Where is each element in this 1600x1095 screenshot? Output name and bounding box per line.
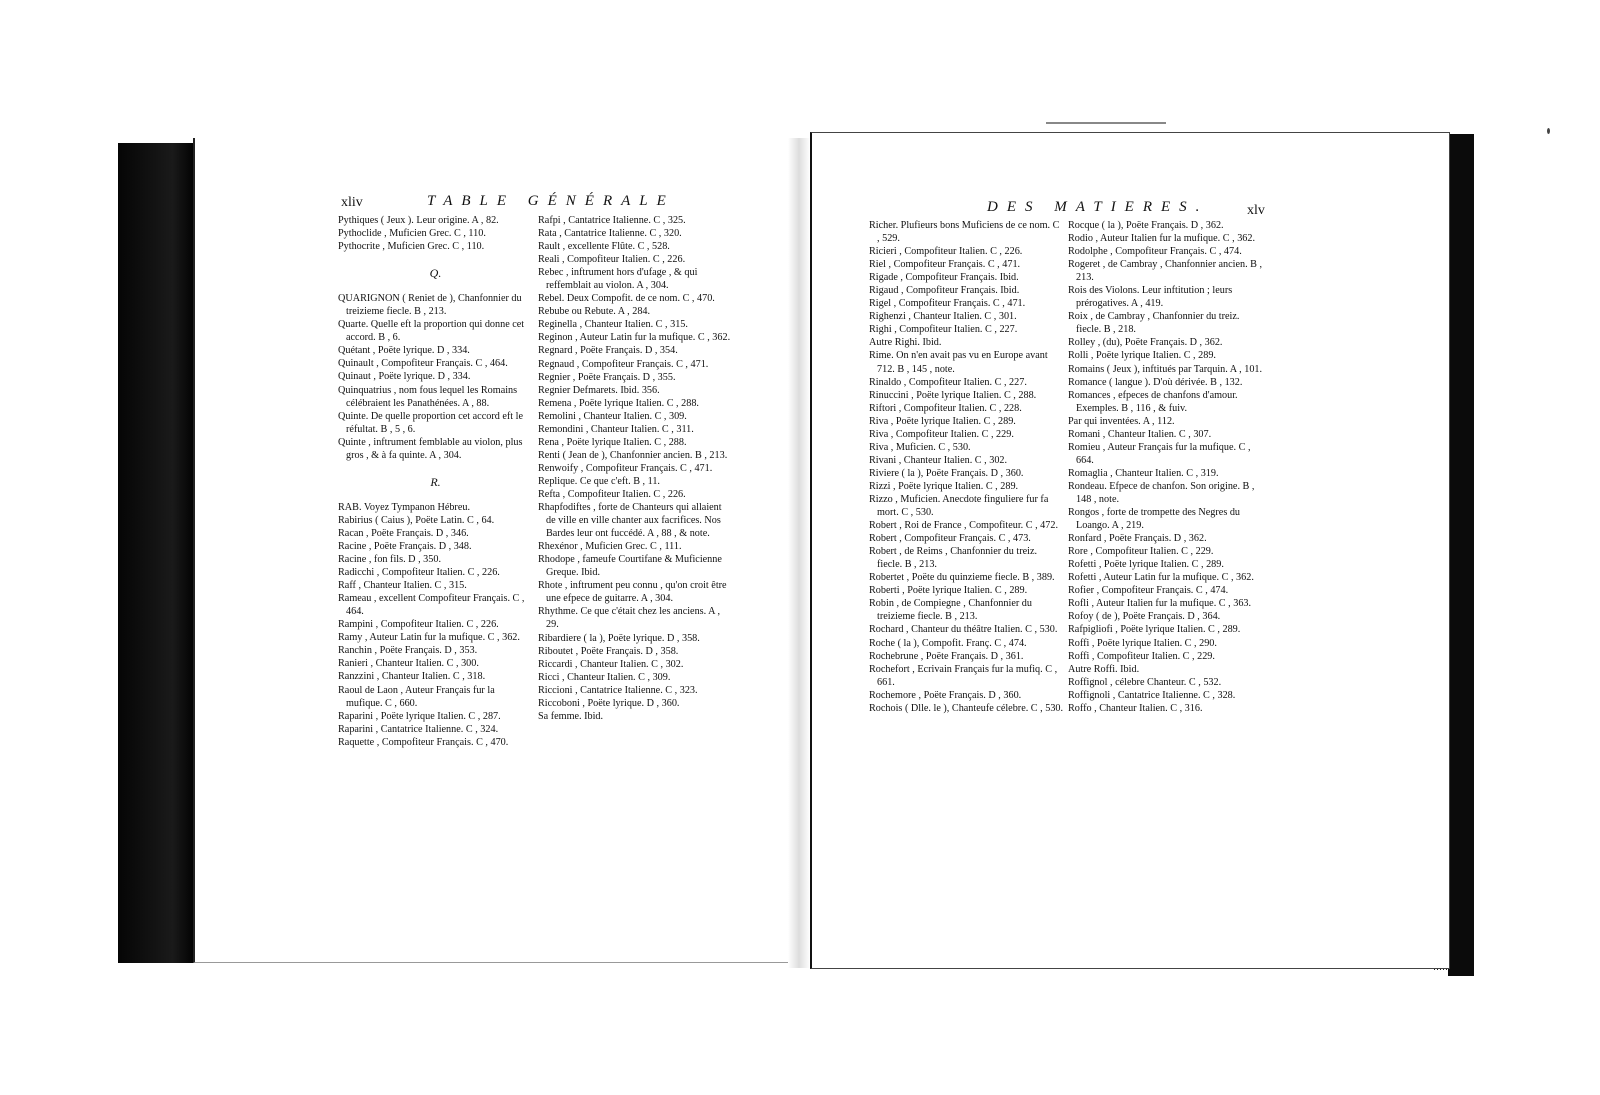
index-entry: Rizzo , Muficien. Anecdote finguliere fur fa mort. C , 530. <box>869 493 1049 519</box>
right-binding-edge <box>1448 134 1474 976</box>
index-entry: Autre Righi. Ibid. <box>869 337 942 349</box>
index-entry: Riva , Muficien. C , 530. <box>869 441 971 453</box>
index-entry: Romieu , Auteur Français fur la mufique. C , 664. <box>1068 441 1251 466</box>
index-entry: Rocque ( la ), Poëte Français. D , 362. <box>1068 220 1224 231</box>
index-entry: Ricci , Chanteur Italien. C , 309. <box>538 671 671 683</box>
index-entry: Rois des Violons. Leur inftitution ; leurs prérogatives. A , 419. <box>1068 285 1233 310</box>
index-entry: Autre Roffi. Ibid. <box>1068 663 1140 675</box>
index-entry: Rhexénor , Muficien Grec. C , 111. <box>538 541 682 553</box>
section-letter: R. <box>430 474 441 489</box>
index-entry: Roche ( la ), Compofit. Franç. C , 474. <box>869 637 1027 649</box>
index-entry: Rebel. Deux Compofit. de ce nom. C , 470. <box>538 293 715 305</box>
index-entry: Riel , Compofiteur Français. C , 471. <box>869 259 1021 271</box>
index-entry: Replique. Ce que c'eft. B , 11. <box>538 475 660 487</box>
index-entry: Roffignol , célebre Chanteur. C , 532. <box>1068 676 1222 688</box>
index-entry: Rodio , Auteur Italien fur la mufique. C , 362. <box>1068 233 1256 245</box>
index-entry: Pythiques ( Jeux ). Leur origine. A , 82. <box>338 215 499 226</box>
index-entry: Raparini , Cantatrice Italienne. C , 324. <box>338 723 499 735</box>
left-folio: xliv <box>341 195 363 210</box>
index-entry: Rivani , Chanteur Italien. C , 302. <box>869 454 1008 466</box>
index-entry: Richer. Plufieurs bons Muficiens de ce nom. C , 529. <box>869 220 1060 245</box>
index-entry: Pythocrite , Muficien Grec. C , 110. <box>338 241 485 253</box>
index-entry: Rafpigliofi , Poëte lyrique Italien. C , 289. <box>1068 624 1241 636</box>
index-entry: Riccardi , Chanteur Italien. C , 302. <box>538 658 684 670</box>
index-entry: Ronfard , Poëte Français. D , 362. <box>1068 533 1207 545</box>
index-entry: Rebube ou Rebute. A , 284. <box>538 306 651 318</box>
index-entry: Rinuccini , Poëte lyrique Italien. C , 288. <box>869 389 1037 401</box>
index-entry: Roix , de Cambray , Chanfonnier du treiz. fiecle. B , 218. <box>1068 311 1240 336</box>
index-entry: Rogeret , de Cambray , Chanfonnier ancien. B , 213. <box>1068 259 1263 284</box>
index-entry: Rore , Compofiteur Italien. C , 229. <box>1068 546 1214 558</box>
index-entry: Rolli , Poëte lyrique Italien. C , 289. <box>1068 350 1216 362</box>
left-binding-edge <box>118 143 196 963</box>
gutter-shadow <box>788 138 810 968</box>
index-entry: Regnaud , Compofiteur Français. C , 471. <box>538 358 709 370</box>
index-entry: Quinaut , Poëte lyrique. D , 334. <box>338 371 471 383</box>
index-entry: Ranieri , Chanteur Italien. C , 300. <box>338 658 479 670</box>
index-entry: Remena , Poëte lyrique Italien. C , 288. <box>538 397 699 409</box>
index-entry: Rochebrune , Poëte Français. D , 361. <box>869 650 1024 662</box>
index-entry: Rhote , inftrument peu connu , qu'on croit être une efpece de guitarre. A , 304. <box>538 580 727 605</box>
index-entry: Romance ( langue ). D'où dérivée. B , 132. <box>1068 376 1243 388</box>
index-entry: Romances , efpeces de chanfons d'amour. Exemples. B , 116 , & fuiv. <box>1068 389 1238 414</box>
index-entry: Remondini , Chanteur Italien. C , 311. <box>538 423 694 435</box>
index-entry: Riva , Compofiteur Italien. C , 229. <box>869 428 1014 440</box>
right-running-title: DES MATIERES. <box>987 199 1209 215</box>
index-entry: Romani , Chanteur Italien. C , 307. <box>1068 428 1212 440</box>
index-entry: Riccoboni , Poëte lyrique. D , 360. <box>538 697 680 709</box>
index-entry: Rabirius ( Caius ), Poëte Latin. C , 64. <box>338 514 495 526</box>
index-entry: Ricieri , Compofiteur Italien. C , 226. <box>869 246 1023 258</box>
index-entry: Raoul de Laon , Auteur Français fur la mufique. C , 660. <box>338 684 495 709</box>
index-entry: Rolley , (du), Poëte Français. D , 362. <box>1068 337 1223 349</box>
index-entry: Rochemore , Poëte Français. D , 360. <box>869 689 1022 701</box>
index-entry: Rigel , Compofiteur Français. C , 471. <box>869 298 1026 310</box>
index-entry: Raquette , Compofiteur Français. C , 470. <box>338 736 509 748</box>
index-entry: RAB. Voyez Tympanon Hébreu. <box>338 501 470 513</box>
right-page-column-1 <box>869 219 1064 715</box>
index-entry: Rhodope , fameufe Courtifane & Muficienne Greque. Ibid. <box>538 554 722 579</box>
index-entry: Regnier Defmarets. Ibid. 356. <box>538 384 660 396</box>
index-entry: Rofetti , Poëte lyrique Italien. C , 289. <box>1068 559 1224 571</box>
index-entry: Refta , Compofiteur Italien. C , 226. <box>538 488 686 500</box>
index-entry: Rizzi , Poëte lyrique Italien. C , 289. <box>869 480 1019 492</box>
right-page <box>810 132 1450 969</box>
index-entry: Racine , fon fils. D , 350. <box>338 554 441 566</box>
section-letter: Q. <box>429 266 442 281</box>
index-entry: Rochefort , Ecrivain Français fur la mufiq. C , 661. <box>869 663 1058 688</box>
index-entry: Rondeau. Efpece de chanfon. Son origine. B , 148 , note. <box>1068 480 1255 505</box>
index-entry: Rena , Poëte lyrique Italien. C , 288. <box>538 436 687 448</box>
index-entry: Rafpi , Cantatrice Italienne. C , 325. <box>538 215 686 226</box>
index-entry: Roffo , Chanteur Italien. C , 316. <box>1068 702 1203 714</box>
index-entry: Rochois ( Dlle. le ), Chanteufe célebre. C , 530. <box>869 702 1064 714</box>
index-entry: Riccioni , Cantatrice Italienne. C , 323. <box>538 684 698 696</box>
index-entry: Rhapfodiftes , forte de Chanteurs qui allaient de ville en ville chanter aux facrifices. Nos Bardes leur ont fuccédé. A , 88 , & note. <box>538 502 722 540</box>
index-entry: Racine , Poëte Français. D , 348. <box>338 540 472 552</box>
scan-speck <box>1046 122 1166 124</box>
index-entry: Reali , Compofiteur Italien. C , 226. <box>538 254 686 266</box>
index-entry: Riboutet , Poëte Français. D , 358. <box>538 645 679 657</box>
index-entry: Ranzzini , Chanteur Italien. C , 318. <box>338 671 486 683</box>
index-entry: Rofier , Compofiteur Français. C , 474. <box>1068 585 1229 597</box>
index-entry: Quétant , Poëte lyrique. D , 334. <box>338 345 470 357</box>
index-entry: Rampini , Compofiteur Italien. C , 226. <box>338 619 499 631</box>
index-entry: Regnier , Poëte Français. D , 355. <box>538 371 676 383</box>
index-entry: Rime. On n'en avait pas vu en Europe avant 712. B , 145 , note. <box>869 350 1048 375</box>
index-entry: Quinte , inftrument femblable au violon, plus gros , & à fa quinte. A , 304. <box>338 436 523 461</box>
index-entry: Rhythme. Ce que c'était chez les anciens. A , 29. <box>538 606 721 631</box>
index-entry: Pythoclide , Muficien Grec. C , 110. <box>338 228 486 240</box>
right-folio: xlv <box>1247 203 1265 218</box>
index-entry: Renti ( Jean de ), Chanfonnier ancien. B , 213. <box>538 449 728 461</box>
index-entry: Riva , Poëte lyrique Italien. C , 289. <box>869 415 1016 427</box>
index-entry: Quarte. Quelle eft la proportion qui donne cet accord. B , 6. <box>338 319 525 344</box>
right-page-column-2 <box>1068 219 1263 715</box>
left-page-column-1 <box>338 214 533 749</box>
index-entry: Rebec , inftrument hors d'ufage , & qui reffemblait au violon. A , 304. <box>538 267 698 292</box>
index-entry: Quinquatrius , nom fous lequel les Romains célébraient les Panathénées. A , 88. <box>338 384 518 409</box>
index-entry: Rofli , Auteur Italien fur la mufique. C , 363. <box>1068 598 1252 610</box>
index-entry: Renwoify , Compofiteur Français. C , 471. <box>538 462 713 474</box>
index-entry: Rofoy ( de ), Poëte Français. D , 364. <box>1068 611 1221 623</box>
index-entry: Roberti , Poëte lyrique Italien. C , 289. <box>869 585 1028 597</box>
index-entry: Ranchin , Poëte Français. D , 353. <box>338 645 478 657</box>
index-entry: Quinault , Compofiteur Français. C , 464. <box>338 358 508 370</box>
index-entry: Righi , Compofiteur Italien. C , 227. <box>869 324 1018 336</box>
index-entry: Romains ( Jeux ), inftitués par Tarquin. A , 101. <box>1068 363 1263 375</box>
index-entry: Remolini , Chanteur Italien. C , 309. <box>538 410 687 422</box>
index-entry: Riviere ( la ), Poëte Français. D , 360. <box>869 467 1024 479</box>
index-entry: Roffi , Compofiteur Italien. C , 229. <box>1068 650 1215 662</box>
index-entry: Robert , de Reims , Chanfonnier du treiz. fiecle. B , 213. <box>869 546 1038 571</box>
index-entry: Rameau , excellent Compofiteur Français. C , 464. <box>338 593 525 618</box>
index-entry: Par qui inventées. A , 112. <box>1068 415 1175 427</box>
index-entry: Rault , excellente Flûte. C , 528. <box>538 241 670 253</box>
index-entry: Racan , Poëte Français. D , 346. <box>338 527 469 539</box>
index-entry: Regnard , Poëte Français. D , 354. <box>538 345 678 357</box>
index-entry: Rigade , Compofiteur Français. Ibid. <box>869 272 1019 284</box>
index-entry: Reginella , Chanteur Italien. C , 315. <box>538 319 688 331</box>
index-entry: Robert , Compofiteur Français. C , 473. <box>869 533 1031 545</box>
index-entry: Raff , Chanteur Italien. C , 315. <box>338 580 467 592</box>
left-page <box>193 138 788 963</box>
left-running-title: TABLE GÉNÉRALE <box>427 193 675 209</box>
index-entry: Radicchi , Compofiteur Italien. C , 226. <box>338 567 500 579</box>
index-entry: Rata , Cantatrice Italienne. C , 320. <box>538 228 682 240</box>
index-entry: Raparini , Poëte lyrique Italien. C , 287. <box>338 710 501 722</box>
index-entry: Rigaud , Compofiteur Français. Ibid. <box>869 285 1020 297</box>
index-entry: Rofetti , Auteur Latin fur la mufique. C , 362. <box>1068 572 1254 584</box>
index-entry: Robertet , Poëte du quinzieme fiecle. B , 389. <box>869 572 1055 584</box>
index-entry: Roffi , Poëte lyrique Italien. C , 290. <box>1068 637 1217 649</box>
index-entry: Rodolphe , Compofiteur Français. C , 474. <box>1068 246 1242 258</box>
index-entry: Rinaldo , Compofiteur Italien. C , 227. <box>869 376 1027 388</box>
index-entry: Rochard , Chanteur du théâtre Italien. C , 530. <box>869 624 1058 636</box>
scan-speck <box>1547 128 1550 134</box>
index-entry: Quinte. De quelle proportion cet accord eft le réfultat. B , 5 , 6. <box>338 410 523 435</box>
index-entry: Riftori , Compofiteur Italien. C , 228. <box>869 402 1022 414</box>
index-entry: Ribardiere ( la ), Poëte lyrique. D , 358. <box>538 632 700 644</box>
index-entry: Ramy , Auteur Latin fur la mufique. C , 362. <box>338 632 520 644</box>
index-entry: QUARIGNON ( Reniet de ), Chanfonnier du treizieme fiecle. B , 213. <box>338 293 522 318</box>
index-entry: Sa femme. Ibid. <box>538 710 604 722</box>
index-entry: Righenzi , Chanteur Italien. C , 301. <box>869 311 1017 323</box>
index-entry: Robin , de Compiegne , Chanfonnier du treizieme fiecle. B , 213. <box>869 598 1032 623</box>
index-entry: Roffignoli , Cantatrice Italienne. C , 328. <box>1068 689 1236 701</box>
index-entry: Rongos , forte de trompette des Negres du Loango. A , 219. <box>1068 507 1241 532</box>
left-page-column-2 <box>538 214 733 723</box>
index-entry: Romaglia , Chanteur Italien. C , 319. <box>1068 467 1219 479</box>
index-entry: Reginon , Auteur Latin fur la mufique. C , 362. <box>538 332 731 344</box>
index-entry: Robert , Roi de France , Compofiteur. C , 472. <box>869 520 1059 532</box>
